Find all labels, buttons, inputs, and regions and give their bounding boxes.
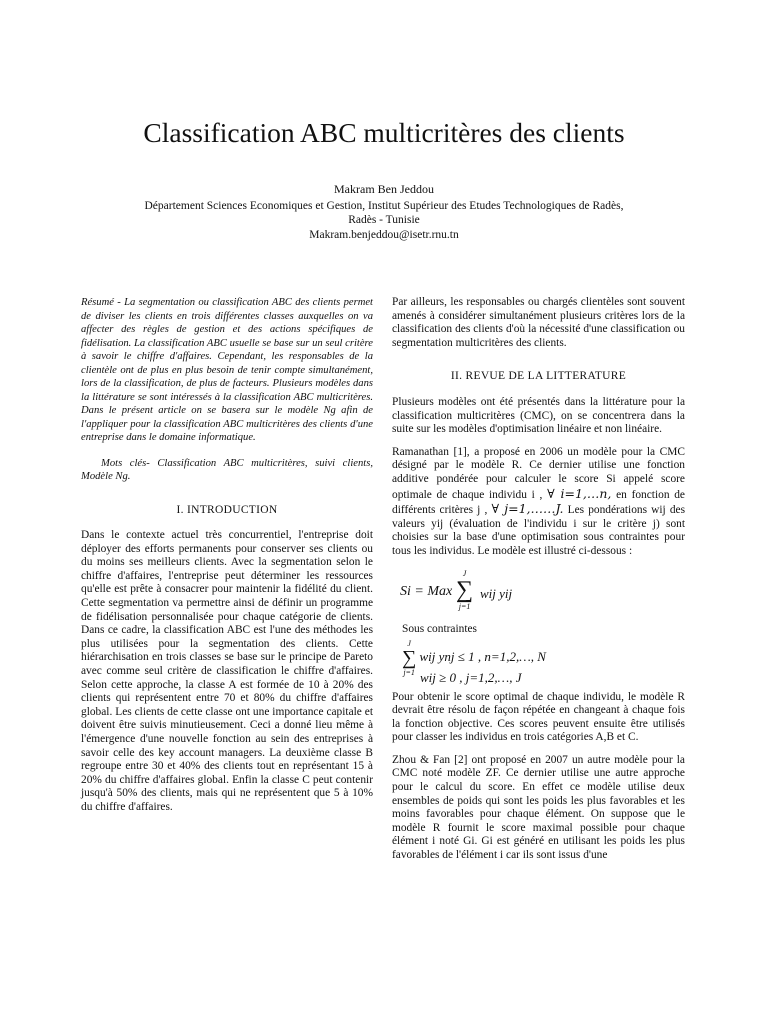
section-heading-review: II. REVUE DE LA LITTERATURE xyxy=(450,370,627,383)
objective-lhs: Si = Max xyxy=(400,583,453,599)
section-heading-introduction: I. INTRODUCTION xyxy=(176,503,278,516)
paragraph-multicriteria: Par ailleurs, les responsables ou chargés clientèles sont souvent amenés à considérer simultanément plusieurs critères lors de la classification des clients d'où la nécessité d'une classification ou segmentation multicritères des clients. xyxy=(392,296,685,349)
constraint-1-term: wij ynj ≤ 1 , n=1,2,…, N xyxy=(419,648,546,664)
forall-j-expression: ∀ j=1,……J. xyxy=(491,501,564,517)
constraint-sum-upper: J xyxy=(407,638,411,648)
abstract: Résumé - La segmentation ou classification ABC des clients permet de diviser les clients en trois différentes classes auxquelles on va affecter des règles de gestion et des actions spécifiques de fidélisation. La classification ABC usuelle se base sur un seul critère à savoir le chiffre d'affaires. Cependant, les responsables de la clientèle ont de plus en plus besoin de tenir compte simultanément, lors de la classification, de plus de facteurs. Plusieurs modèles dans la littérature se sont intéressés à la classification ABC multicritères. Dans le présent article on se basera sur le modèle Ng afin de l'appliquer pour la classification ABC multicritères des clients d'une entreprise dans le domaine informatique. xyxy=(81,297,373,443)
summation-symbol xyxy=(456,569,473,611)
review-paragraph-2-c: Les pondérations wij des valeurs yij (évaluation de l'individu i sur le critère j) sont choisies sur la base d'une optimisation sous contraintes pour tous les individus. Le modèle est illustré ci-dessous : xyxy=(392,504,685,557)
objective-equation xyxy=(392,569,685,615)
review-paragraph-2-b: en fonction de différents critères j , xyxy=(392,488,685,517)
left-column xyxy=(81,296,373,815)
constraint-sum-lower: j=1 xyxy=(403,667,415,677)
review-paragraph-3: Pour obtenir le score optimal de chaque individu, le modèle R devrait être résolu de façon répétée en changeant à chaque fois la fonction objective. Ces scores peuvent ensuite être utilisés pour classer les individus en trois catégories A,B et C. xyxy=(392,690,685,744)
review-paragraph-2 xyxy=(392,446,685,559)
constraint-summation xyxy=(402,639,416,677)
constraints-block xyxy=(392,623,685,691)
sum-upper-limit: J xyxy=(462,568,467,578)
right-column xyxy=(392,296,685,863)
constraint-2: wij ≥ 0 , j=1,2,…, J xyxy=(420,669,522,685)
introduction-text: Dans le contexte actuel très concurrentiel, l'entreprise doit déployer des efforts permanents pour conserver ses clients ou du moins ses meilleurs clients. Avec la segmentation selon le chiffre d'affaires, l'entreprise peut déterminer les ressources qu'elle est prête à consacrer pour maintenir la fidélité du client. Cette segmentation va permettre ainsi de définir un programme de fidélisation personnalisée pour chaque catégorie de clients. Dans ce cadre, la classification ABC est l'une des méthodes les plus utilisées pour la segmentation des clients. Cette hiérarchisation en trois classes se base sur le principe de Pareto avec comme seul critère de classification le chiffre d'affaires. Selon cette approche, la classe A est formée de 10 à 20% des clients qui représentent entre 70 et 80% du chiffre d'affaires global. Les clients de cette classe ont une importance capitale et doivent être suivis minutieusement. Ceci a donné lieu même à l'émergence d'une nouvelle fonction au sein des entreprises à savoir celle des key account managers. La deuxième classe B regroupe entre 30 et 40% des clients tout en représentant 15 à 20% du chiffre d'affaires global. Enfin la classe C peut contenir jusqu'à 50% des clients, mais qui ne représentent que 5 à 10% du chiffre d'affaires. xyxy=(81,529,373,813)
author-email: Makram.benjeddou@isetr.rnu.tn xyxy=(309,228,459,241)
forall-i-expression: ∀ i=1,…n, xyxy=(547,485,612,501)
sum-lower-limit: j=1 xyxy=(458,601,471,611)
paper-title: Classification ABC multicritères des clients xyxy=(143,117,625,148)
author-name: Makram Ben Jeddou xyxy=(334,182,434,196)
sigma-glyph: ∑ xyxy=(456,576,474,603)
author-affiliation: Département Sciences Economiques et Gestion, Institut Supérieur des Etudes Technologiques de Radès, xyxy=(144,199,624,212)
objective-term: wij yij xyxy=(480,585,513,601)
review-paragraph-4: Zhou & Fan [2] ont proposé en 2007 un autre modèle pour la CMC noté modèle ZF. Ce dernier utilise une autre approche pour le calcul du score. En effet ce modèle utilise deux ensembles de poids qui sont les poids les plus favorables et les moins favorables pour chaque élément. On suppose que le modèle R fournit le score maximal possible pour chaque élément i noté Gi. Gi est généré en utilisant les poids les plus favorables de l'élément i car ils sont issus d'une xyxy=(392,753,685,862)
keywords: Mots clés- Classification ABC multicritères, suivi clients, Modèle Ng. xyxy=(81,457,373,482)
constraint-sigma-glyph: ∑ xyxy=(402,646,417,669)
review-paragraph-2-a: Ramanathan [1], a proposé en 2006 un modèle pour la CMC désigné par le modèle R. Ce dernier utilise une fonction additive pondérée pour calculer le score Si appelé score optimale de chaque individu i , xyxy=(392,445,685,501)
author-block xyxy=(90,182,678,242)
review-paragraph-1: Plusieurs modèles ont été présentés dans la littérature pour la classification multicritères (CMC), on se concentrera dans la suite sur les modèles d'optimisation linéaire et non linéaire. xyxy=(392,395,685,436)
author-location: Radès - Tunisie xyxy=(348,214,420,226)
constraints-label: Sous contraintes xyxy=(402,622,477,635)
